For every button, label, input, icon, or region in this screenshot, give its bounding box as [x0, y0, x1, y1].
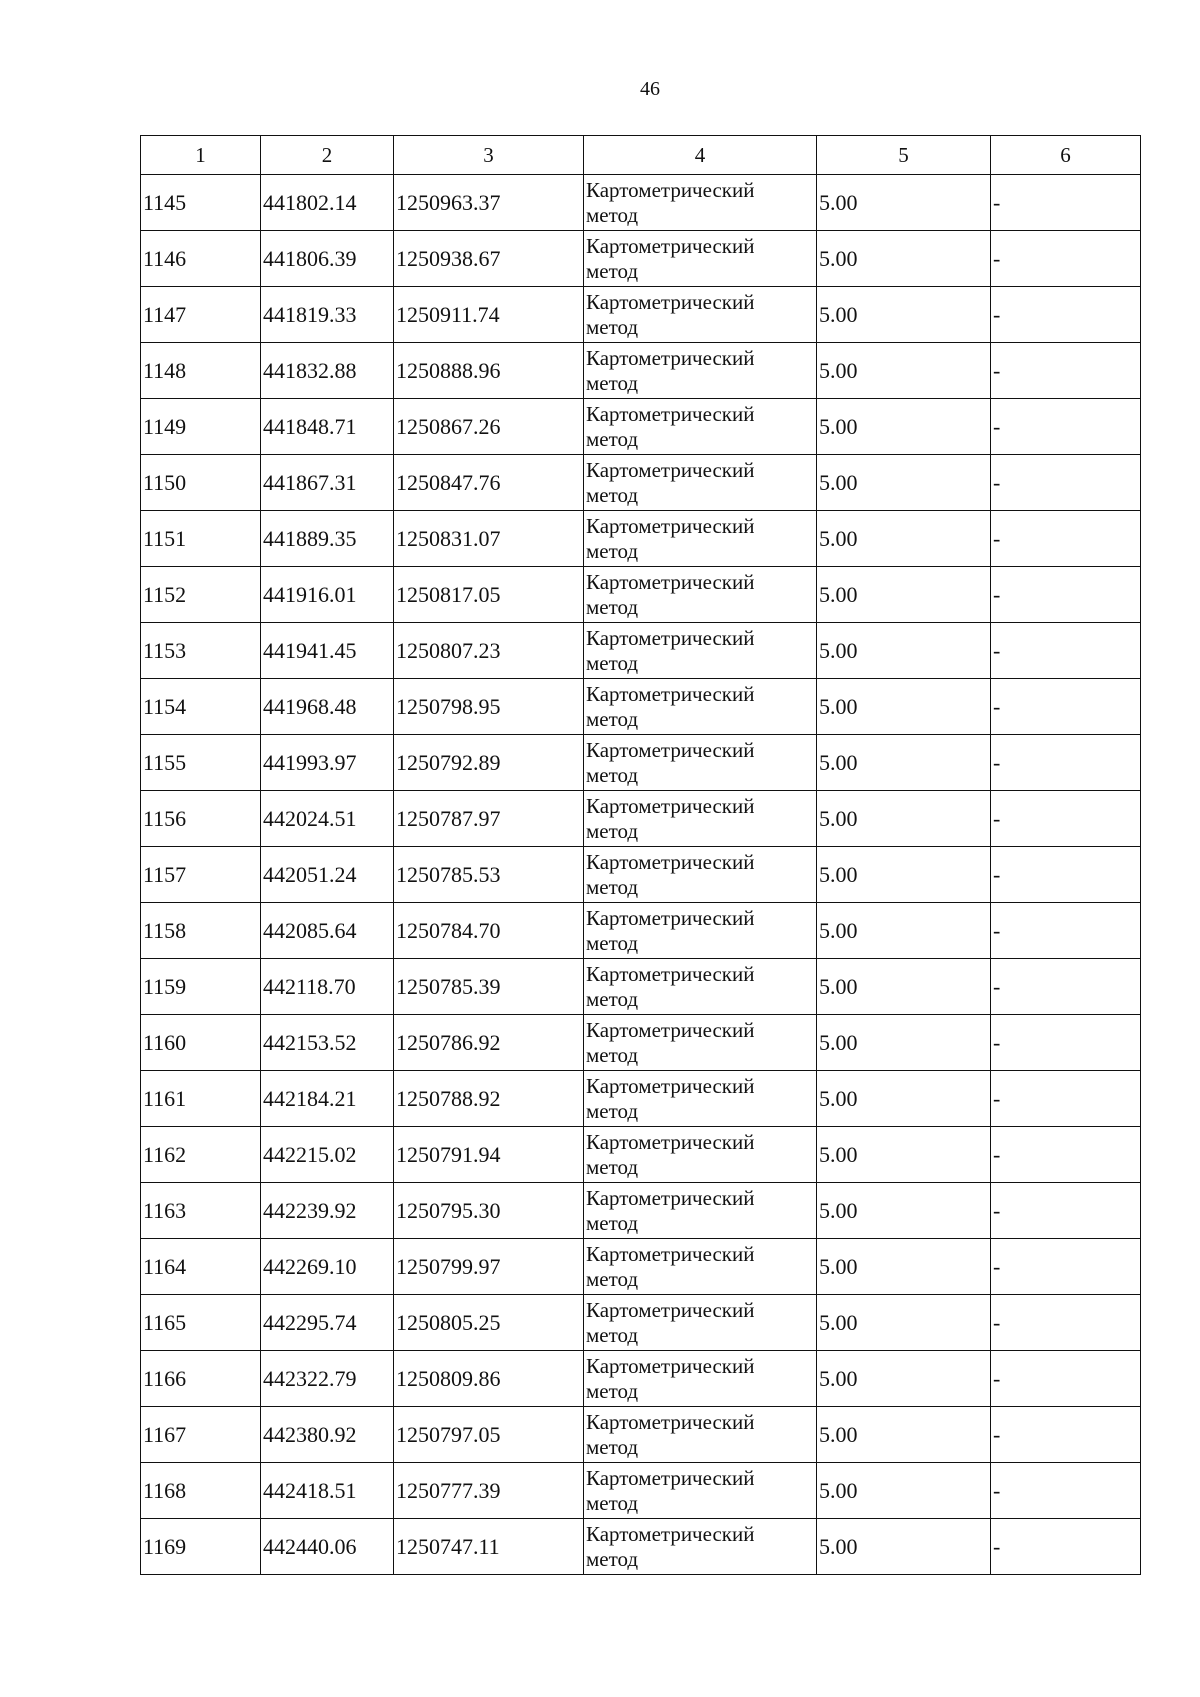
y-coordinate-cell: 1250797.05 — [394, 1407, 584, 1463]
x-coordinate-cell: 442051.24 — [261, 847, 394, 903]
accuracy-cell: 5.00 — [817, 343, 991, 399]
table-row — [141, 455, 1141, 511]
method-line-2: метод — [586, 874, 639, 899]
note-cell: - — [991, 1463, 1141, 1519]
x-coordinate-cell: 441916.01 — [261, 567, 394, 623]
point-id-cell: 1167 — [141, 1407, 261, 1463]
y-coordinate-cell: 1250817.05 — [394, 567, 584, 623]
method-line-1: Картометрический — [586, 457, 755, 482]
header-cell-4: 4 — [584, 136, 817, 175]
method-line-1: Картометрический — [586, 681, 755, 706]
table-row — [141, 343, 1141, 399]
note-cell: - — [991, 231, 1141, 287]
point-id-cell: 1146 — [141, 231, 261, 287]
method-cell — [584, 231, 817, 287]
header-cell-3: 3 — [394, 136, 584, 175]
method-line-2: метод — [586, 1210, 639, 1235]
method-line-2: метод — [586, 1490, 639, 1515]
note-cell: - — [991, 455, 1141, 511]
point-id-cell: 1151 — [141, 511, 261, 567]
note-cell: - — [991, 1015, 1141, 1071]
accuracy-cell: 5.00 — [817, 1463, 991, 1519]
method-cell — [584, 175, 817, 231]
table-row — [141, 231, 1141, 287]
accuracy-cell: 5.00 — [817, 511, 991, 567]
x-coordinate-cell: 441848.71 — [261, 399, 394, 455]
point-id-cell: 1149 — [141, 399, 261, 455]
method-cell — [584, 903, 817, 959]
method-line-1: Картометрический — [586, 1241, 755, 1266]
method-line-2: метод — [586, 538, 639, 563]
table-row — [141, 1015, 1141, 1071]
method-line-2: метод — [586, 258, 639, 283]
method-line-2: метод — [586, 1266, 639, 1291]
method-line-1: Картометрический — [586, 401, 755, 426]
y-coordinate-cell: 1250792.89 — [394, 735, 584, 791]
method-cell — [584, 1463, 817, 1519]
method-line-1: Картометрический — [586, 1185, 755, 1210]
accuracy-cell: 5.00 — [817, 455, 991, 511]
note-cell: - — [991, 903, 1141, 959]
table-row — [141, 791, 1141, 847]
note-cell: - — [991, 343, 1141, 399]
accuracy-cell: 5.00 — [817, 287, 991, 343]
method-cell — [584, 1071, 817, 1127]
method-line-2: метод — [586, 202, 639, 227]
header-cell-2: 2 — [261, 136, 394, 175]
method-line-1: Картометрический — [586, 1409, 755, 1434]
point-id-cell: 1163 — [141, 1183, 261, 1239]
accuracy-cell: 5.00 — [817, 1351, 991, 1407]
y-coordinate-cell: 1250847.76 — [394, 455, 584, 511]
method-line-2: метод — [586, 762, 639, 787]
method-line-2: метод — [586, 426, 639, 451]
method-line-2: метод — [586, 986, 639, 1011]
x-coordinate-cell: 441968.48 — [261, 679, 394, 735]
method-cell — [584, 1015, 817, 1071]
x-coordinate-cell: 442153.52 — [261, 1015, 394, 1071]
y-coordinate-cell: 1250791.94 — [394, 1127, 584, 1183]
method-line-2: метод — [586, 1546, 639, 1571]
method-line-1: Картометрический — [586, 1073, 755, 1098]
table-row — [141, 1295, 1141, 1351]
note-cell: - — [991, 1351, 1141, 1407]
note-cell: - — [991, 1407, 1141, 1463]
y-coordinate-cell: 1250807.23 — [394, 623, 584, 679]
x-coordinate-cell: 441832.88 — [261, 343, 394, 399]
point-id-cell: 1162 — [141, 1127, 261, 1183]
table-row — [141, 399, 1141, 455]
note-cell: - — [991, 679, 1141, 735]
note-cell: - — [991, 1127, 1141, 1183]
y-coordinate-cell: 1250784.70 — [394, 903, 584, 959]
x-coordinate-cell: 442418.51 — [261, 1463, 394, 1519]
method-cell — [584, 847, 817, 903]
method-line-2: метод — [586, 706, 639, 731]
note-cell: - — [991, 847, 1141, 903]
method-cell — [584, 399, 817, 455]
y-coordinate-cell: 1250798.95 — [394, 679, 584, 735]
header-cell-1: 1 — [141, 136, 261, 175]
table-row — [141, 175, 1141, 231]
method-line-1: Картометрический — [586, 289, 755, 314]
accuracy-cell: 5.00 — [817, 847, 991, 903]
point-id-cell: 1145 — [141, 175, 261, 231]
accuracy-cell: 5.00 — [817, 959, 991, 1015]
method-line-2: метод — [586, 1378, 639, 1403]
point-id-cell: 1153 — [141, 623, 261, 679]
table-row — [141, 903, 1141, 959]
method-line-2: метод — [586, 650, 639, 675]
y-coordinate-cell: 1250795.30 — [394, 1183, 584, 1239]
note-cell: - — [991, 287, 1141, 343]
x-coordinate-cell: 442269.10 — [261, 1239, 394, 1295]
method-line-1: Картометрический — [586, 569, 755, 594]
table-row — [141, 1407, 1141, 1463]
table-row — [141, 1519, 1141, 1575]
method-line-2: метод — [586, 1434, 639, 1459]
table-row — [141, 567, 1141, 623]
point-id-cell: 1169 — [141, 1519, 261, 1575]
method-cell — [584, 1519, 817, 1575]
method-cell — [584, 735, 817, 791]
method-cell — [584, 287, 817, 343]
method-line-1: Картометрический — [586, 961, 755, 986]
coordinates-table — [140, 135, 1141, 1575]
note-cell: - — [991, 511, 1141, 567]
point-id-cell: 1147 — [141, 287, 261, 343]
method-cell — [584, 1183, 817, 1239]
accuracy-cell: 5.00 — [817, 1127, 991, 1183]
method-cell — [584, 343, 817, 399]
point-id-cell: 1159 — [141, 959, 261, 1015]
y-coordinate-cell: 1250831.07 — [394, 511, 584, 567]
x-coordinate-cell: 442184.21 — [261, 1071, 394, 1127]
table-header — [141, 136, 1141, 175]
point-id-cell: 1157 — [141, 847, 261, 903]
note-cell: - — [991, 1071, 1141, 1127]
point-id-cell: 1168 — [141, 1463, 261, 1519]
header-cell-5: 5 — [817, 136, 991, 175]
method-line-1: Картометрический — [586, 1017, 755, 1042]
point-id-cell: 1160 — [141, 1015, 261, 1071]
table-row — [141, 1127, 1141, 1183]
x-coordinate-cell: 442118.70 — [261, 959, 394, 1015]
x-coordinate-cell: 441867.31 — [261, 455, 394, 511]
accuracy-cell: 5.00 — [817, 1407, 991, 1463]
method-line-2: метод — [586, 1098, 639, 1123]
note-cell: - — [991, 1295, 1141, 1351]
method-cell — [584, 959, 817, 1015]
method-cell — [584, 623, 817, 679]
accuracy-cell: 5.00 — [817, 679, 991, 735]
y-coordinate-cell: 1250788.92 — [394, 1071, 584, 1127]
method-cell — [584, 679, 817, 735]
point-id-cell: 1161 — [141, 1071, 261, 1127]
method-line-2: метод — [586, 482, 639, 507]
accuracy-cell: 5.00 — [817, 1183, 991, 1239]
method-line-2: метод — [586, 818, 639, 843]
x-coordinate-cell: 442440.06 — [261, 1519, 394, 1575]
accuracy-cell: 5.00 — [817, 735, 991, 791]
x-coordinate-cell: 441819.33 — [261, 287, 394, 343]
method-cell — [584, 511, 817, 567]
y-coordinate-cell: 1250938.67 — [394, 231, 584, 287]
y-coordinate-cell: 1250785.53 — [394, 847, 584, 903]
table-row — [141, 1239, 1141, 1295]
table-row — [141, 679, 1141, 735]
y-coordinate-cell: 1250799.97 — [394, 1239, 584, 1295]
method-line-2: метод — [586, 1154, 639, 1179]
x-coordinate-cell: 442085.64 — [261, 903, 394, 959]
accuracy-cell: 5.00 — [817, 903, 991, 959]
method-line-1: Картометрический — [586, 1297, 755, 1322]
method-line-1: Картометрический — [586, 625, 755, 650]
method-line-1: Картометрический — [586, 737, 755, 762]
note-cell: - — [991, 399, 1141, 455]
x-coordinate-cell: 441941.45 — [261, 623, 394, 679]
table-row — [141, 511, 1141, 567]
method-cell — [584, 455, 817, 511]
x-coordinate-cell: 442380.92 — [261, 1407, 394, 1463]
accuracy-cell: 5.00 — [817, 1239, 991, 1295]
note-cell: - — [991, 791, 1141, 847]
method-line-1: Картометрический — [586, 345, 755, 370]
x-coordinate-cell: 442322.79 — [261, 1351, 394, 1407]
table-row — [141, 287, 1141, 343]
x-coordinate-cell: 442239.92 — [261, 1183, 394, 1239]
note-cell: - — [991, 959, 1141, 1015]
point-id-cell: 1155 — [141, 735, 261, 791]
y-coordinate-cell: 1250867.26 — [394, 399, 584, 455]
accuracy-cell: 5.00 — [817, 399, 991, 455]
table-row — [141, 959, 1141, 1015]
accuracy-cell: 5.00 — [817, 175, 991, 231]
accuracy-cell: 5.00 — [817, 791, 991, 847]
table-body — [141, 175, 1141, 1575]
x-coordinate-cell: 441802.14 — [261, 175, 394, 231]
table-row — [141, 847, 1141, 903]
table-row — [141, 735, 1141, 791]
y-coordinate-cell: 1250809.86 — [394, 1351, 584, 1407]
y-coordinate-cell: 1250888.96 — [394, 343, 584, 399]
point-id-cell: 1150 — [141, 455, 261, 511]
point-id-cell: 1158 — [141, 903, 261, 959]
x-coordinate-cell: 442295.74 — [261, 1295, 394, 1351]
x-coordinate-cell: 442215.02 — [261, 1127, 394, 1183]
x-coordinate-cell: 441806.39 — [261, 231, 394, 287]
method-cell — [584, 567, 817, 623]
point-id-cell: 1165 — [141, 1295, 261, 1351]
method-cell — [584, 1127, 817, 1183]
accuracy-cell: 5.00 — [817, 623, 991, 679]
method-line-2: метод — [586, 1042, 639, 1067]
note-cell: - — [991, 1183, 1141, 1239]
note-cell: - — [991, 1239, 1141, 1295]
note-cell: - — [991, 1519, 1141, 1575]
header-cell-6: 6 — [991, 136, 1141, 175]
y-coordinate-cell: 1250777.39 — [394, 1463, 584, 1519]
accuracy-cell: 5.00 — [817, 1015, 991, 1071]
method-line-2: метод — [586, 594, 639, 619]
method-line-1: Картометрический — [586, 849, 755, 874]
method-line-1: Картометрический — [586, 905, 755, 930]
header-row — [141, 136, 1141, 175]
y-coordinate-cell: 1250786.92 — [394, 1015, 584, 1071]
x-coordinate-cell: 442024.51 — [261, 791, 394, 847]
note-cell: - — [991, 735, 1141, 791]
accuracy-cell: 5.00 — [817, 1295, 991, 1351]
point-id-cell: 1164 — [141, 1239, 261, 1295]
y-coordinate-cell: 1250785.39 — [394, 959, 584, 1015]
method-cell — [584, 791, 817, 847]
method-line-1: Картометрический — [586, 513, 755, 538]
table-row — [141, 1463, 1141, 1519]
method-line-2: метод — [586, 314, 639, 339]
accuracy-cell: 5.00 — [817, 1519, 991, 1575]
y-coordinate-cell: 1250805.25 — [394, 1295, 584, 1351]
method-line-2: метод — [586, 1322, 639, 1347]
x-coordinate-cell: 441889.35 — [261, 511, 394, 567]
method-cell — [584, 1351, 817, 1407]
y-coordinate-cell: 1250747.11 — [394, 1519, 584, 1575]
point-id-cell: 1148 — [141, 343, 261, 399]
note-cell: - — [991, 175, 1141, 231]
y-coordinate-cell: 1250787.97 — [394, 791, 584, 847]
method-line-2: метод — [586, 370, 639, 395]
method-line-2: метод — [586, 930, 639, 955]
method-line-1: Картометрический — [586, 1465, 755, 1490]
method-line-1: Картометрический — [586, 1353, 755, 1378]
table-row — [141, 1183, 1141, 1239]
page-number: 46 — [640, 78, 660, 100]
note-cell: - — [991, 623, 1141, 679]
accuracy-cell: 5.00 — [817, 567, 991, 623]
x-coordinate-cell: 441993.97 — [261, 735, 394, 791]
accuracy-cell: 5.00 — [817, 1071, 991, 1127]
y-coordinate-cell: 1250911.74 — [394, 287, 584, 343]
table-row — [141, 1351, 1141, 1407]
method-line-1: Картометрический — [586, 177, 755, 202]
point-id-cell: 1166 — [141, 1351, 261, 1407]
method-cell — [584, 1407, 817, 1463]
method-cell — [584, 1295, 817, 1351]
table-row — [141, 623, 1141, 679]
table-row — [141, 1071, 1141, 1127]
method-cell — [584, 1239, 817, 1295]
point-id-cell: 1156 — [141, 791, 261, 847]
point-id-cell: 1152 — [141, 567, 261, 623]
method-line-1: Картометрический — [586, 793, 755, 818]
note-cell: - — [991, 567, 1141, 623]
y-coordinate-cell: 1250963.37 — [394, 175, 584, 231]
method-line-1: Картометрический — [586, 233, 755, 258]
accuracy-cell: 5.00 — [817, 231, 991, 287]
method-line-1: Картометрический — [586, 1129, 755, 1154]
method-line-1: Картометрический — [586, 1521, 755, 1546]
point-id-cell: 1154 — [141, 679, 261, 735]
